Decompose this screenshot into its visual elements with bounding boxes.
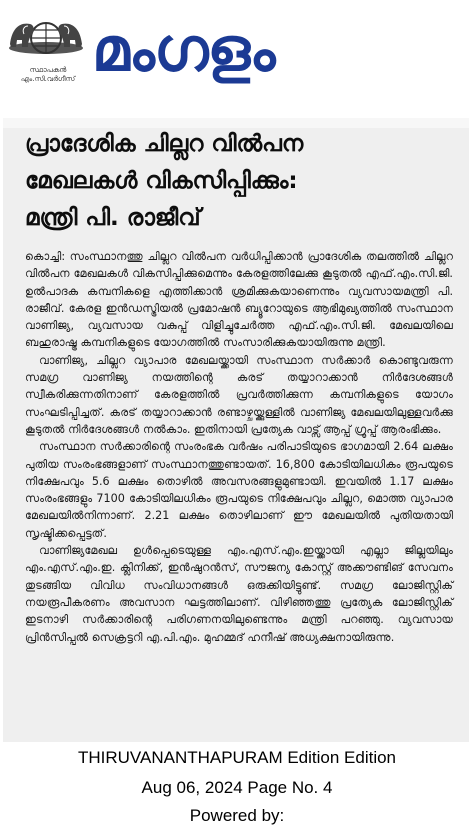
article-headline bbox=[25, 126, 463, 237]
masthead bbox=[0, 0, 474, 100]
article-paragraph: വാണിജ്യ, ചില്ലറ വ്യാപാര മേഖലയ്ക്കായി സംസ്ഥാന സർക്കാർ കൊണ്ടുവരുന്ന സമഗ്ര വാണിജ്യ നയത്തിന്റെ കരട് തയ്യാറാക്കാൻ നിർദേശങ്ങൾ സ്വീകരിക്കുന്നതിനാണ് കേരളത്തിൽ പ്രവർത്തിക്കുന്ന കമ്പനികളുടെ യോഗം സംഘടിപ്പിച്ചത്. കരട് തയ്യാറാക്കാൻ രണ്ടാഴ്ചയ്ക്കുള്ളിൽ വാണിജ്യ മേഖലയിലുള്ളവർക്കു കൂടുതൽ നിർദേശങ്ങൾ നൽകാം. ഇതിനായി പ്രത്യേക വാട്സ് ആപ്പ് ഗ്രൂപ്പ് ആരംഭിക്കും. bbox=[25, 353, 453, 436]
article-paragraph: കൊച്ചി: സംസ്ഥാനത്തു ചില്ലറ വിൽപന വർധിപ്പിക്കാൻ പ്രാദേശിക തലത്തിൽ ചില്ലറ വിൽപന മേഖലകൾ വികസിപ്പിക്കുമെന്നും കേരളത്തിലേക്കു കൂടുതൽ എഫ്.എം.സി.ജി. ഉൽപാദക കമ്പനികളെ എത്തിക്കാൻ ശ്രമിക്കുകയാണെന്നും വ്യവസായമന്ത്രി പി. രാജീവ്. കേരള ഇൻഡസ്ട്രിയൽ പ്രമോഷൻ ബ്യൂറോയുടെ ആഭിമുഖ്യത്തിൽ സംസ്ഥാന വാണിജ്യ, വ്യവസായ വകുപ്പ് വിളിച്ചുചേർത്ത എഫ്.എം.സി.ജി. മേഖലയിലെ ബഹുരാഷ്ട്ര കമ്പനികളുടെ യോഗത്തിൽ സംസാരിക്കുകയായിരുന്നു മന്ത്രി. bbox=[25, 250, 453, 350]
headline-line: പ്രാദേശിക ചില്ലറ വിൽപന bbox=[25, 131, 304, 157]
news-article bbox=[3, 118, 469, 742]
founder-label: സ്ഥാപകൻ bbox=[29, 66, 67, 74]
powered-by-label: Powered by: bbox=[189, 806, 285, 825]
globe-elephant-emblem-icon bbox=[8, 14, 84, 64]
headline-line: മന്ത്രി പി. രാജീവ് bbox=[25, 205, 201, 231]
headline-line: മേഖലകൾ വികസിപ്പിക്കും: bbox=[25, 168, 298, 194]
article-paragraph: സംസ്ഥാന സർക്കാരിന്റെ സംരംഭക വർഷം പരിപാടിയുടെ ഭാഗമായി 2.64 ലക്ഷം പുതിയ സംരംഭങ്ങളാണ് സംസ്ഥാനത്തുണ്ടായത്. 16,800 കോടിയിലധികം രൂപയുടെ നിക്ഷേപവും 5.6 ലക്ഷം തൊഴിൽ അവസരങ്ങളുമുണ്ടായി. ഇവയിൽ 1.17 ലക്ഷം സംരംഭങ്ങളും 7100 കോടിയിലധികം രൂപയുടെ നിക്ഷേപവും ചില്ലറ, മൊത്ത വ്യാപാര മേഖലയിൽനിന്നാണ്. 2.21 ലക്ഷം തൊഴിലാണ് ഈ മേഖലയിൽ പുതിയതായി സൃഷ്ടിക്കപ്പെട്ടത്. bbox=[25, 440, 453, 540]
newspaper-logo: മംഗളം bbox=[92, 15, 275, 85]
founder-name: എം.സി.വർഗീസ് bbox=[20, 75, 76, 83]
date-page-label: Aug 06, 2024 Page No. 4 bbox=[141, 778, 333, 797]
article-body bbox=[25, 248, 453, 646]
edition-label: THIRUVANANTHAPURAM Edition Edition bbox=[77, 748, 397, 767]
article-paragraph: വാണിജ്യമേഖല ഉൾപ്പെടെയുള്ള എം.എസ്.എം.ഇയ്ക്കായി എല്ലാ ജില്ലയിലും എം.എസ്.എം.ഇ. ക്ലിനിക്ക്, ഇൻഷുറൻസ്, സൗജന്യ കോസ്റ്റ് അക്കൗണ്ടിങ് സേവനം തുടങ്ങിയ വിവിധ സംവിധാനങ്ങൾ ഒരുക്കിയിട്ടുണ്ട്. സമഗ്ര ലോജിസ്റ്റിക് നയരൂപീകരണം അവസാന ഘട്ടത്തിലാണ്. വിഴിഞ്ഞത്തു പ്രത്യേക ലോജിസ്റ്റിക് ഇടനാഴി സർക്കാരിന്റെ പരിഗണനയിലുണ്ടെന്നും മന്ത്രി പറഞ്ഞു. വ്യവസായ പ്രിൻസിപ്പൽ സെക്രട്ടറി എ.പി.എം. മുഹമ്മദ് ഹനീഷ് അധ്യക്ഷനായിരുന്നു. bbox=[25, 544, 453, 644]
